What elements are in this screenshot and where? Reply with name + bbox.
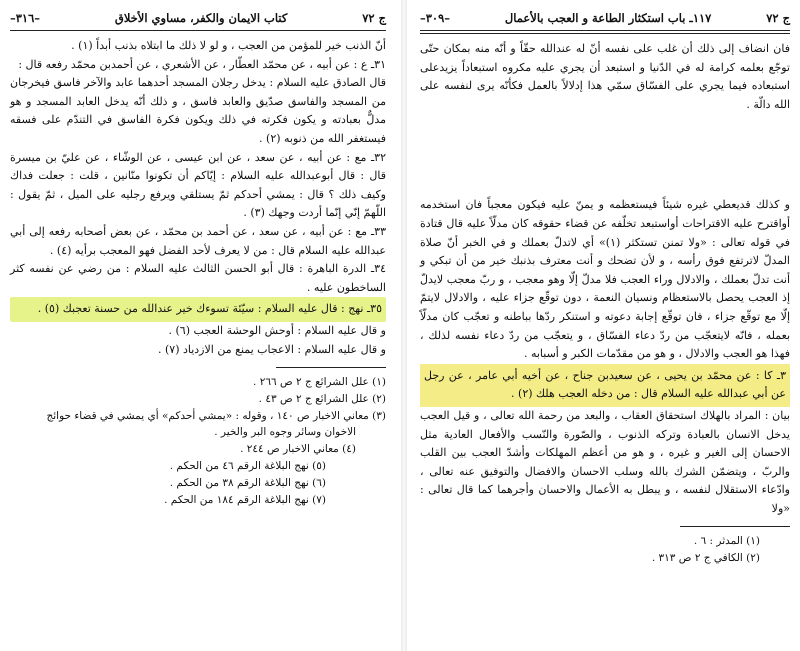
volume-label: ج ٧٢ (766, 11, 790, 25)
footnote: (٥) نهج البلاغة الرقم ٤٦ من الحكم . (169, 460, 326, 473)
paragraph: فان انضاف إلى ذلك أن غلب على نفسه أنّ له عندالله حقّاً و أنّه منه بمكان حتّى توجّع بعلمه كرامة له في الدّنيا و استبعد أن يجري عليه مكروه استبعاداً يزيدعلى استبعاده فيما يجري على الفسّاق سمّي هذا إدلالاً بالعمل فكأنّه يرى لنفسه على الله دالّة . (420, 42, 790, 111)
highlighted-passage: ٣٥ـ نهج : قال عليه السلام : سيّئة تسوءك خير عندالله من حسنة تعجبك (٥) . (10, 297, 386, 322)
highlighted-passage: ٣ـ كا : عن محمّد بن يحيى ، عن سعيدبن جناح ، عن أخيه أبي عامر ، عن رجل عن أبي عبدالله عليه السلام قال : من دخله العجب هلك (٢) . (420, 364, 790, 407)
footnotes (10, 374, 386, 508)
paragraph: و قال عليه السلام : أوحش الوحشة العجب (٦) . (168, 323, 386, 337)
footnotes (420, 533, 790, 567)
footnote: (٤) معاني الاخبار ص ٢٤٤ . (240, 443, 356, 456)
header-rule (420, 33, 790, 34)
paragraph: و قال عليه السلام : الاعجاب يمنع من الازدياد (٧) . (157, 342, 386, 356)
paragraph: ٣٤ـ الدرة الباهرة : قال أبو الحسن الثالث عليه السلام : من رضي عن نفسه كثر الساخطون عليه . (10, 262, 386, 294)
page-body (420, 40, 790, 518)
chapter-title: كتاب الايمان والكفر، مساوي الأخلاق (114, 11, 288, 25)
footnote: (٢) الكافي ج ٢ ص ٣١٣ . (651, 552, 760, 565)
page-body (10, 37, 386, 359)
right-page (408, 0, 800, 651)
book-gutter (401, 0, 407, 651)
footnote-separator (680, 526, 790, 527)
volume-label: ج ٧٢ (362, 11, 386, 25)
paragraph: قال الصادق عليه السلام : يدخل رجلان المسجد أحدهما عابد والآخر فاسق فيخرجان من المسجد والفاسق صدّيق والعابد فاسق ، و ذلك أنّه يدخل العابد المسجد و هو مدلٌّ بعبادته و يكون فكرته في ذلك ويكون فكرة الفاسق في التندّم على فسقه فيستغفر الله من ذنوبه (٢) . (10, 76, 386, 145)
page-header (10, 8, 386, 28)
footnote: (٧) نهج البلاغة الرقم ١٨٤ من الحكم . (164, 493, 326, 506)
paragraph: و كذلك قديعطي غيره شيئاً فيستعظمه و يمنّ عليه فيكون معجباً فان استخدمه أواقترح عليه الاقتراحات أواستبعد تخلّفه عن قضاء حقوقه كان مدلّاً عليه قال قتادة في قوله تعالى : «ولا تمنن تستكثر (١)» أي لاتدلّ بعملك و في الخبر أنّ صلاة المدلّ لاترتفع فوق رأسه ، و لأن تضحك و أنت معترف بذنبك خير من أن تبكي و أنت تدلّ بعملك ، والادلال وراء العجب فلا مدلّ إلّا وهو معجب ، و ربّ معجب لايدلّ إذ العجب يحصل بالاستعظام ونسيان النعمة ، دون توقّع جزاء عليه ، والادلال لايتمّ إلّا مع توقّع جزاء ، فان توقّع إجابة دعوته و استنكر ردّها بباطنه و تعجّب كان مدلّاً بعمله ، فانّه لايتعجّب من ردّ دعاء الفسّاق ، و يتعجّب من ردّ دعاء نفسه لذلك ، فهذا هو العجب والادلال ، و هو من مقدّمات الكبر و أسبابه . (420, 198, 790, 361)
footnote: (١) علل الشرائع ج ٢ ص ٢٦٦ . (253, 376, 386, 389)
page-header (420, 8, 790, 28)
footnote: (٣) معاني الاخبار ص ١٤٠ ، وقوله : «يمشي أحدكم» أي يمشي في قضاء حوائج (46, 409, 386, 422)
paragraph: ٣٣ـ مع : عن أبيه ، عن سعد ، عن أحمد بن محمّد ، عن بعض أصحابه رفعه إلى أبي عبدالله عليه السلام قال : من لا يعرف لأحد الفضل فهو المعجب برأيه (٤) . (10, 224, 386, 257)
footnote: (١) المدثر : ٦ . (693, 535, 760, 548)
blank-space (420, 114, 790, 196)
header-rule (10, 30, 386, 31)
footnote-separator (276, 367, 386, 368)
page-number: –٣٠٩– (420, 11, 451, 25)
paragraph: بيان : المراد بالهلاك استحقاق العقاب ، والبعد من رحمة الله تعالى ، و قيل العجب يدخل الانسان بالعبادة وتركه الذنوب ، والصّورة والنّسب والأفعال العادية مثل الاحسان إلى الغير و غيره ، و هو من أعظم المهلكات وأشدّ العجب بين القلب والربّ ، ويتضمّن الشرك بالله وسلب الاحسان والافضال والتوفيق عنه تعالى ، وادّعاء الاستقلال لنفسه ، و يبطل به الأعمال والاحسان وأجرهما كما قال تعالى : «ولا (420, 408, 790, 515)
paragraph: ٣٢ـ مع : عن أبيه ، عن سعد ، عن ابن عيسى ، عن الوشّاء ، عن عليّ بن ميسرة قال : قال أبوعبدالله عليه السلام : إيّاكم أن تكونوا منّانين ، قلت : جعلت فداك وكيف ذلك ؟ قال : يمشي أحدكم ثمّ يستلقي ويرفع رجليه على الميل ، ثمّ يقول : اللّهمّ إنّي إنّما أردت وجهك (٣) . (10, 150, 386, 220)
footnote: (٢) علل الشرائع ج ٢ ص ٤٣ . (258, 392, 386, 405)
paragraph: أنّ الذنب خير للمؤمن من العجب ، و لو لا ذلك ما ابتلاه بذنب أبداً (١) . (71, 39, 386, 52)
footnote: الاخوان وسائر وجوه البر والخير . (214, 426, 356, 439)
footnote: (٦) نهج البلاغة الرقم ٣٨ من الحكم . (169, 476, 326, 489)
header-rule (420, 30, 790, 31)
page-number: –٣١٦– (10, 11, 41, 25)
chapter-title: ١١٧ـ باب استكثار الطاعة و العجب بالأعمال (504, 11, 712, 25)
paragraph: ٣١ـ ع : عن أبيه ، عن محمّد العطّار ، عن الأشعري ، عن أحمدبن محمّد رفعه قال : (18, 57, 386, 71)
